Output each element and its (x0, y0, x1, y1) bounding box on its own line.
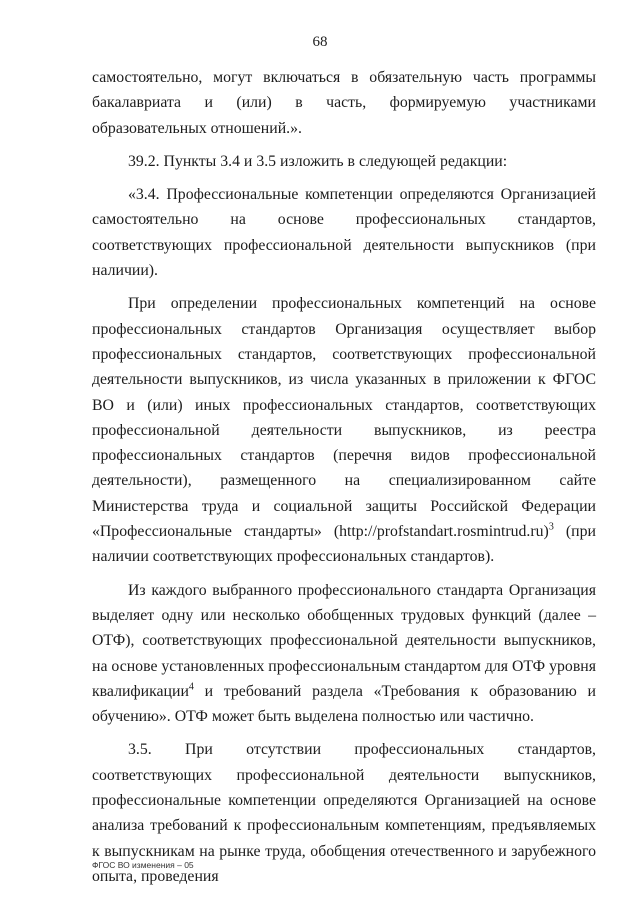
paragraph-item-39-2: 39.2. Пункты 3.4 и 3.5 изложить в следующей редакции: (128, 152, 508, 170)
footer-label: ФГОС ВО изменения – 05 (92, 860, 194, 870)
paragraph-text: и требований раздела «Требования к образованию и обучению». ОТФ может быть выделена полностью или частично. (92, 682, 596, 726)
paragraph-text: При определении профессиональных компетенций на основе профессиональных стандартов Организация осуществляет выбор профессиональных стандартов, соответствующих профессиональной деятельности выпускников, из числа указанных в приложении к ФГОС ВО и (или) иных профессиональных стандартов, соответствующих профессиональной деятельности выпускников, из реестра профессиональных стандартов (перечня видов профессиональной деятельности), размещенного на специализированном сайте Министерства труда и социальной защиты Российской Федерации «Профессиональные стандарты» (http://profstandart.rosmintrud.ru) (92, 295, 596, 541)
paragraph-item-3-4: «3.4. Профессиональные компетенции определяются Организацией самостоятельно на основе профессиональных стандартов, соответствующих профессиональной деятельности выпускников (при наличии). (92, 186, 596, 280)
paragraph-otf-selection (92, 578, 596, 730)
footnote-ref-4: 4 (188, 681, 194, 693)
paragraph-text: (при наличии соответствующих профессиональных стандартов). (92, 523, 596, 566)
paragraph-professional-standards-selection (92, 291, 596, 569)
paragraph-text: Из каждого выбранного профессионального стандарта Организация выделяет одну или несколько обобщенных трудовых функций (далее – ОТФ), соответствующих профессиональной деятельности выпускников, на основе установленных профессиональным стандартом для ОТФ уровня квалификации (92, 581, 596, 700)
paragraph-item-3-5: 3.5. При отсутствии профессиональных стандартов, соответствующих профессиональной деятельности выпускников, профессиональные компетенции определяются Организацией на основе анализа требований к профессиональным компетенциям, предъявляемых к выпускникам на рынке труда, обобщения отечественного и зарубежного опыта, проведения (92, 741, 596, 885)
document-body (92, 65, 596, 889)
footnote-ref-3: 3 (548, 521, 554, 533)
page-number: 68 (312, 34, 328, 50)
paragraph-continuation: самостоятельно, могут включаться в обязательную часть программы бакалавриата и (или) в часть, формируемую участниками образовательных отношений.». (92, 69, 596, 137)
